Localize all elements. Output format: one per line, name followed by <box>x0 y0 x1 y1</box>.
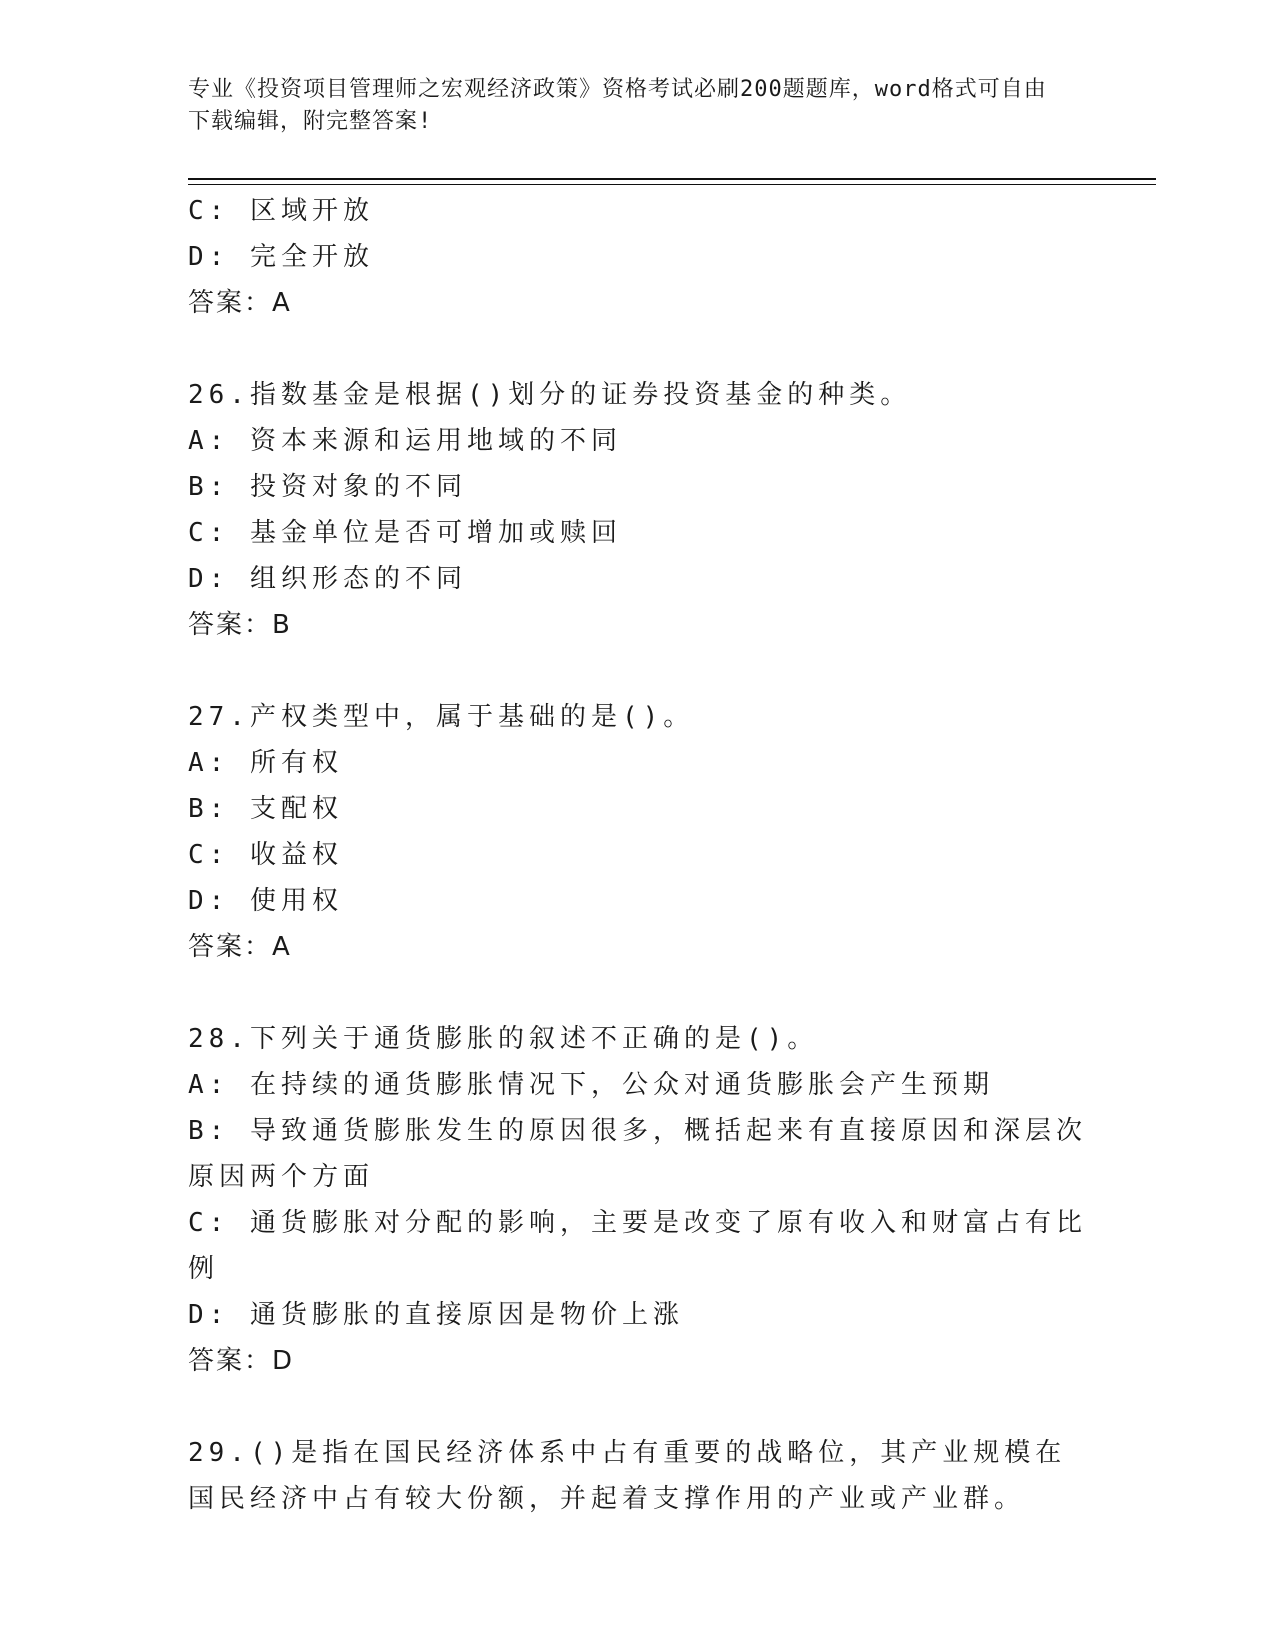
option-d: D: 使用权 <box>188 886 343 916</box>
option-c: C: 收益权 <box>188 840 343 870</box>
page-header: 专业《投资项目管理师之宏观经济政策》资格考试必刷200题题库，word格式可自由下载编辑，附完整答案! <box>188 77 1047 134</box>
question-stem: 28.下列关于通货膨胀的叙述不正确的是()。 <box>188 1024 819 1054</box>
option-a: A: 在持续的通货膨胀情况下，公众对通货膨胀会产生预期 <box>188 1070 994 1100</box>
option-b: B: 导致通货膨胀发生的原因很多，概括起来有直接原因和深层次原因两个方面 <box>188 1116 1087 1192</box>
option-b: B: 支配权 <box>188 794 343 824</box>
question-27 <box>188 694 1088 970</box>
option-c: C: 通货膨胀对分配的影响，主要是改变了原有收入和财富占有比例 <box>188 1208 1087 1284</box>
spacer <box>188 326 1088 372</box>
spacer <box>188 970 1088 1016</box>
question-28 <box>188 1016 1088 1384</box>
question-content <box>188 188 1088 1522</box>
question-stem: 26.指数基金是根据()划分的证券投资基金的种类。 <box>188 380 912 410</box>
option-b: B: 投资对象的不同 <box>188 472 467 502</box>
option-c: C: 基金单位是否可增加或赎回 <box>188 518 622 548</box>
option-a: A: 所有权 <box>188 748 343 778</box>
option-c: C: 区域开放 <box>188 196 374 226</box>
question-stem: 29.()是指在国民经济体系中占有重要的战略位，其产业规模在国民经济中占有较大份额，并起着支撑作用的产业或产业群。 <box>188 1438 1067 1514</box>
option-a: A: 资本来源和运用地域的不同 <box>188 426 622 456</box>
answer-line: 答案：B <box>188 610 292 640</box>
question-26 <box>188 372 1088 648</box>
answer-line: 答案：A <box>188 932 292 962</box>
option-d: D: 组织形态的不同 <box>188 564 467 594</box>
question-29 <box>188 1430 1088 1522</box>
answer-line: 答案：D <box>188 1346 295 1376</box>
option-d: D: 完全开放 <box>188 242 374 272</box>
header-divider-thick <box>188 178 1156 180</box>
question-fragment <box>188 188 1088 326</box>
spacer <box>188 648 1088 694</box>
answer-line: 答案：A <box>188 288 292 318</box>
header-divider-thin <box>188 184 1156 185</box>
spacer <box>188 1384 1088 1430</box>
question-stem: 27.产权类型中，属于基础的是()。 <box>188 702 695 732</box>
option-d: D: 通货膨胀的直接原因是物价上涨 <box>188 1300 684 1330</box>
